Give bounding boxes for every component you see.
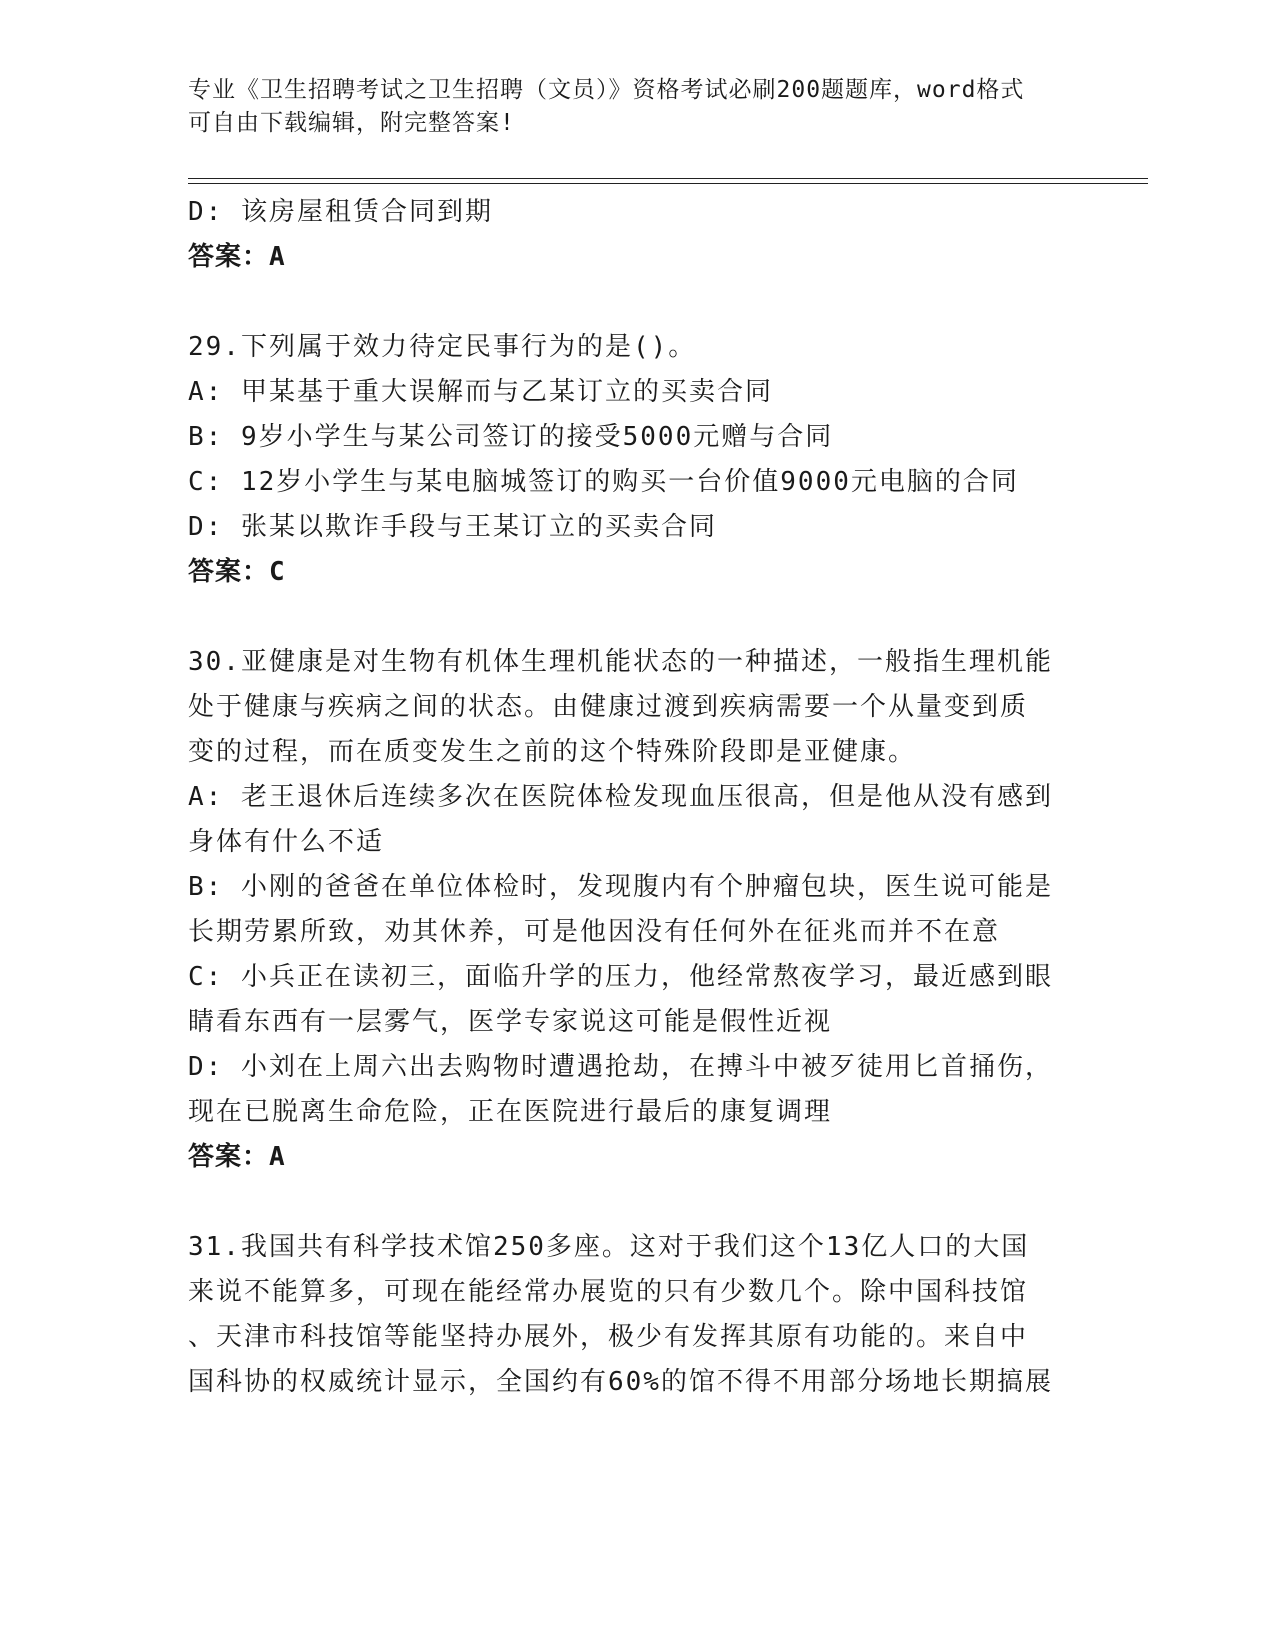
option-d-continued: 现在已脱离生命危险，正在医院进行最后的康复调理 bbox=[188, 1097, 833, 1127]
question-stem-line: 来说不能算多，可现在能经常办展览的只有少数几个。除中国科技馆 bbox=[188, 1277, 1029, 1307]
header-line-2: 可自由下载编辑，附完整答案! bbox=[188, 110, 515, 136]
option-a: A: 老王退休后连续多次在医院体检发现血压很高，但是他从没有感到 bbox=[188, 782, 1053, 812]
option-a-continued: 身体有什么不适 bbox=[188, 827, 385, 857]
option-a: A: 甲某基于重大误解而与乙某订立的买卖合同 bbox=[188, 377, 773, 407]
spacer bbox=[188, 595, 1088, 640]
question-stem-line: 、天津市科技馆等能坚持办展外，极少有发挥其原有功能的。来自中 bbox=[188, 1322, 1029, 1352]
option-b-continued: 长期劳累所致，劝其休养，可是他因没有任何外在征兆而并不在意 bbox=[188, 917, 1001, 947]
question-stem-line: 处于健康与疾病之间的状态。由健康过渡到疾病需要一个从量变到质 bbox=[188, 692, 1029, 722]
answer: 答案：C bbox=[188, 557, 286, 587]
option-b: B: 小刚的爸爸在单位体检时，发现腹内有个肿瘤包块，医生说可能是 bbox=[188, 872, 1053, 902]
question-29 bbox=[188, 325, 1088, 595]
option-d: D: 小刘在上周六出去购物时遭遇抢劫，在搏斗中被歹徒用匕首捅伤， bbox=[188, 1052, 1053, 1082]
option-d: D: 该房屋租赁合同到期 bbox=[188, 197, 493, 227]
option-c: C: 12岁小学生与某电脑城签订的购买一台价值9000元电脑的合同 bbox=[188, 467, 1019, 497]
question-stem-line: 30.亚健康是对生物有机体生理机能状态的一种描述，一般指生理机能 bbox=[188, 647, 1053, 677]
option-c-continued: 睛看东西有一层雾气，医学专家说这可能是假性近视 bbox=[188, 1007, 833, 1037]
question-31 bbox=[188, 1225, 1088, 1405]
option-c: C: 小兵正在读初三，面临升学的压力，他经常熬夜学习，最近感到眼 bbox=[188, 962, 1053, 992]
spacer bbox=[188, 1180, 1088, 1225]
header-line-1: 专业《卫生招聘考试之卫生招聘（文员）》资格考试必刷200题题库，word格式 bbox=[188, 77, 1025, 103]
page-header bbox=[188, 74, 1068, 140]
question-28-tail bbox=[188, 190, 1088, 280]
question-stem: 29.下列属于效力待定民事行为的是()。 bbox=[188, 332, 697, 362]
question-30 bbox=[188, 640, 1088, 1180]
spacer bbox=[188, 280, 1088, 325]
document-body bbox=[188, 190, 1088, 1405]
question-stem-line: 国科协的权威统计显示，全国约有60%的馆不得不用部分场地长期搞展 bbox=[188, 1367, 1053, 1397]
answer: 答案：A bbox=[188, 242, 286, 272]
header-divider-top bbox=[188, 178, 1148, 179]
option-d: D: 张某以欺诈手段与王某订立的买卖合同 bbox=[188, 512, 717, 542]
option-b: B: 9岁小学生与某公司签订的接受5000元赠与合同 bbox=[188, 422, 834, 452]
header-divider-bottom bbox=[188, 183, 1148, 184]
answer: 答案：A bbox=[188, 1142, 286, 1172]
question-stem-line: 31.我国共有科学技术馆250多座。这对于我们这个13亿人口的大国 bbox=[188, 1232, 1030, 1262]
question-stem-line: 变的过程，而在质变发生之前的这个特殊阶段即是亚健康。 bbox=[188, 737, 917, 767]
